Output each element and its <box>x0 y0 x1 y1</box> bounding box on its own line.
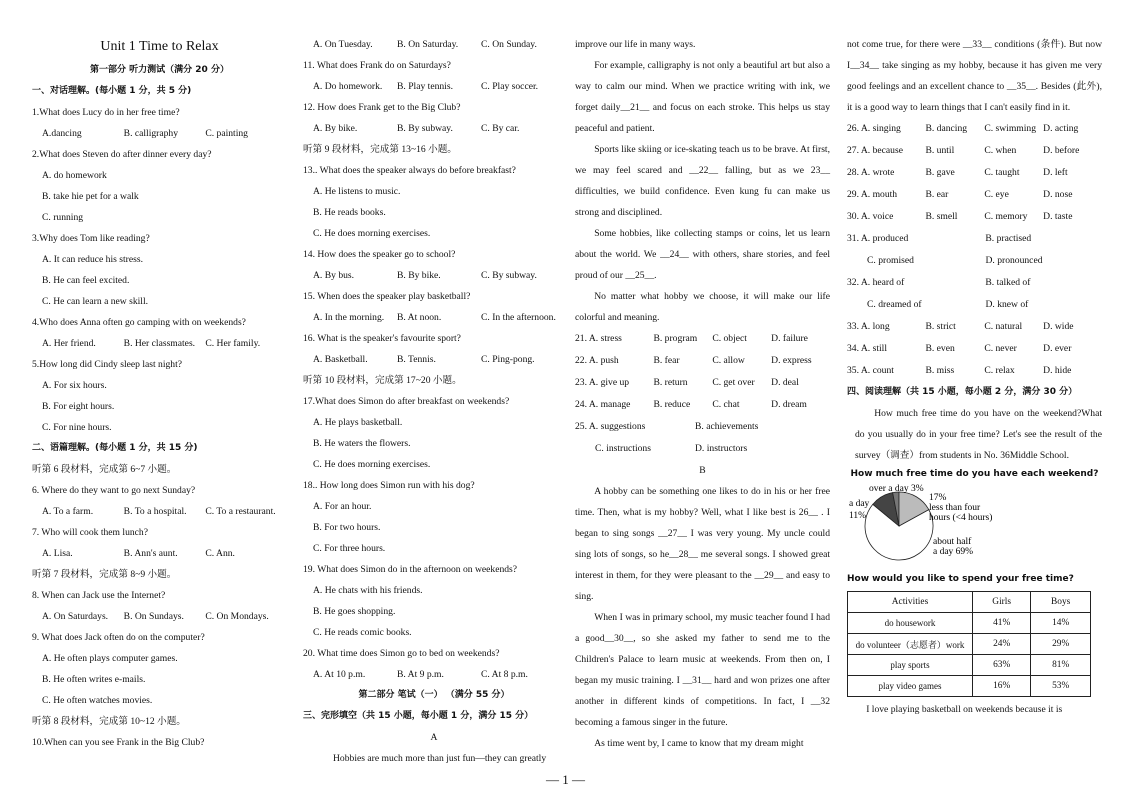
text-line: A. He often plays computer games. <box>42 653 178 664</box>
option: D. wide <box>1043 321 1074 332</box>
question-options <box>303 307 565 328</box>
option: C. At 8 p.m. <box>481 669 528 680</box>
text-line: C. He does morning exercises. <box>313 459 431 470</box>
text-line: 14. How does the speaker go to school? <box>303 249 456 260</box>
option: A. By bus. <box>313 270 355 281</box>
option: C. To a restaurant. <box>205 506 276 517</box>
option: B. Tennis. <box>397 354 436 365</box>
section-heading: 二、语篇理解。(每小题 1 分，共 15 分) <box>32 443 198 453</box>
question-options <box>575 372 830 394</box>
option: D. pronounced <box>985 255 1043 266</box>
pie-label: 11% <box>849 511 867 521</box>
paragraph: When I was in primary school, my music teacher found I had a good__30__, so she asked my father to send me to the Children's Palace to learn music at weekends. From then on, I began my music training. I __31__ hard and won prizes one after another in different kinds of competitions. In fact, I __32 becoming a famous singer in the future. <box>575 612 830 728</box>
option: 30. A. voice <box>847 211 894 222</box>
pie-label: a day 69% <box>933 547 974 557</box>
paragraph: improve our life in many ways. <box>575 39 696 50</box>
page-title: Unit 1 Time to Relax <box>100 39 219 54</box>
option: A. On Saturdays. <box>42 611 109 622</box>
option: D. dream <box>771 399 807 410</box>
option: 25. A. suggestions <box>575 421 646 432</box>
option: 24. A. manage <box>575 399 631 410</box>
paragraph: A hobby can be something one likes to do in his or her free time. Then, what is my hobby? Well, what I like best is 26__ . I began to sing songs __27__ I was very young. My uncle could sing lots of songs, so he__28__ me several songs. I showed great interest in them, for they were pleasant to the __29__ and easy to sing. <box>575 486 830 602</box>
option: C. Ping-pong. <box>481 354 535 365</box>
option: C. relax <box>984 365 1015 376</box>
text-line: 4.Who does Anna often go camping with on weekends? <box>32 317 246 328</box>
table-cell: 24% <box>973 634 1031 655</box>
text-line: 8. When can Jack use the Internet? <box>32 590 166 601</box>
text-line: C. He reads comic books. <box>313 627 412 638</box>
question-options <box>575 328 830 350</box>
paragraph: I love playing basketball on weekends because it is <box>866 704 1063 715</box>
text-line: 15. When does the speaker play basketball? <box>303 291 471 302</box>
text-line: C. He often watches movies. <box>42 695 153 706</box>
option: B. miss <box>925 365 955 376</box>
table-cell: play sports <box>848 655 973 676</box>
option: A. By bike. <box>313 123 358 134</box>
text-line: 18.. How long does Simon run with his dog? <box>303 480 475 491</box>
text-line: 10.When can you see Frank in the Big Club? <box>32 737 205 748</box>
text-line: A. He chats with his friends. <box>313 585 423 596</box>
question-options <box>847 228 1102 250</box>
text-line: 13.. What does the speaker always do before breakfast? <box>303 165 516 176</box>
table-cell: 14% <box>1031 613 1091 634</box>
option: A. Her friend. <box>42 338 96 349</box>
question-options <box>32 501 287 522</box>
question-options <box>847 140 1102 162</box>
option: D. instructors <box>695 443 748 454</box>
option: A. To a farm. <box>42 506 94 517</box>
table-header-row <box>848 592 1091 613</box>
option: A. Basketball. <box>313 354 368 365</box>
option: C. when <box>984 145 1017 156</box>
question-options <box>575 394 830 416</box>
option: C. allow <box>712 355 745 366</box>
option: A. At 10 p.m. <box>313 669 366 680</box>
table-cell: 53% <box>1031 676 1091 697</box>
text-line: C. He can learn a new skill. <box>42 296 149 307</box>
question-options <box>847 250 1102 272</box>
table-cell: play video games <box>848 676 973 697</box>
paragraph: Sports like skiing or ice-skating teach us to be brave. At first, we may feel scared and __22__ falling, but as we 23__ difficulties, we build confidence. Even kung fu can make us strong and disciplined. <box>575 144 830 218</box>
column-4 <box>847 34 1102 720</box>
option: C. eye <box>984 189 1009 200</box>
question-options <box>847 360 1102 382</box>
option: C. By subway. <box>481 270 537 281</box>
pie-label: over a day 3% <box>869 484 924 494</box>
text-line: 17.What does Simon do after breakfast on weekends? <box>303 396 510 407</box>
section-heading: 第二部分 笔试（一） （满分 55 分） <box>358 690 510 700</box>
question-options <box>847 162 1102 184</box>
survey-table <box>847 591 1091 697</box>
question-options <box>847 184 1102 206</box>
text-line: 1.What does Lucy do in her free time? <box>32 107 180 118</box>
option: D. nose <box>1043 189 1073 200</box>
text-line: A. He listens to music. <box>313 186 401 197</box>
question-options <box>847 294 1102 316</box>
text-line: 听第 10 段材料，完成第 17~20 小题。 <box>303 375 462 386</box>
option: C. object <box>712 333 747 344</box>
chart-title: How much free time do you have each weekend? <box>850 469 1099 479</box>
table-cell: 63% <box>973 655 1031 676</box>
text-line: 12. How does Frank get to the Big Club? <box>303 102 461 113</box>
question-options <box>303 349 565 370</box>
option: D. left <box>1043 167 1068 178</box>
question-options <box>303 118 565 139</box>
text-line: 听第 8 段材料，完成第 10~12 小题。 <box>32 716 186 727</box>
option: C. Ann. <box>205 548 235 559</box>
table-cell: 81% <box>1031 655 1091 676</box>
option: A. In the morning. <box>313 312 385 323</box>
table-title: How would you like to spend your free time? <box>847 574 1074 584</box>
table-header: Girls <box>973 592 1031 613</box>
option: C. On Sunday. <box>481 39 537 50</box>
text-line: C. For nine hours. <box>42 422 112 433</box>
option: C. promised <box>867 255 914 266</box>
option: C. instructions <box>595 443 651 454</box>
option: C. By car. <box>481 123 520 134</box>
option: D. acting <box>1043 123 1079 134</box>
question-options <box>303 664 565 685</box>
paragraph: For example, calligraphy is not only a beautiful art but also a way to calm our mind. When we practice writing with ink, we forget daily__21__ and focus on each stroke. This helps us stay peaceful and patient. <box>575 60 830 134</box>
pie-label: less than four <box>929 503 981 513</box>
option: B. achievements <box>695 421 759 432</box>
option: C. painting <box>205 128 248 139</box>
section-heading: 四、阅读理解（共 15 小题，每小题 2 分，满分 30 分） <box>847 387 1078 397</box>
text-line: 9. What does Jack often do on the computer? <box>32 632 205 643</box>
option: D. before <box>1043 145 1080 156</box>
text-line: 16. What is the speaker's favourite sport? <box>303 333 461 344</box>
text-line: A <box>430 732 438 743</box>
option: B. fear <box>653 355 680 366</box>
text-line: A. For six hours. <box>42 380 107 391</box>
option: B. On Saturday. <box>397 39 459 50</box>
question-options <box>32 123 287 144</box>
option: C. Play soccer. <box>481 81 539 92</box>
option: B. until <box>925 145 955 156</box>
text-line: A. He plays basketball. <box>313 417 403 428</box>
option: D. express <box>771 355 812 366</box>
question-options <box>847 272 1102 294</box>
text-line: B. He often writes e-mails. <box>42 674 146 685</box>
pie-label: about half <box>933 537 972 547</box>
text-line: 11. What does Frank do on Saturdays? <box>303 60 451 71</box>
paragraph: As time went by, I came to know that my dream might <box>594 738 804 749</box>
option: 33. A. long <box>847 321 890 332</box>
option: C. taught <box>984 167 1020 178</box>
question-options <box>575 350 830 372</box>
question-options <box>575 416 830 438</box>
text-line: B. He can feel excited. <box>42 275 130 286</box>
question-options <box>847 316 1102 338</box>
text-line: B. For eight hours. <box>42 401 115 412</box>
option: B. even <box>925 343 955 354</box>
pie-label: 17% <box>929 493 947 503</box>
table-row <box>848 655 1091 676</box>
option: D. ever <box>1043 343 1072 354</box>
table-cell: do volunteer（志愿者）work <box>848 634 973 655</box>
option: B. strict <box>925 321 956 332</box>
option: D. knew of <box>985 299 1029 310</box>
page-number: — 1 — <box>546 772 585 787</box>
pie-chart <box>847 482 1097 564</box>
option: B. Ann's aunt. <box>123 548 178 559</box>
paragraph: Some hobbies, like collecting stamps or coins, let us learn about the world. We __24__ with others, share stories, and feel proud of our __25__. <box>575 228 830 281</box>
table-cell: 41% <box>973 613 1031 634</box>
text-line: A. For an hour. <box>313 501 372 512</box>
text-line: 听第 6 段材料，完成第 6~7 小题。 <box>32 464 177 475</box>
text-line: B. For two hours. <box>313 522 381 533</box>
option: B. dancing <box>925 123 968 134</box>
option: 23. A. give up <box>575 377 630 388</box>
table-cell: 29% <box>1031 634 1091 655</box>
table-cell: 16% <box>973 676 1031 697</box>
text-line: C. He does morning exercises. <box>313 228 431 239</box>
question-options <box>847 338 1102 360</box>
option: C. never <box>984 343 1017 354</box>
text-line: B. He reads books. <box>313 207 386 218</box>
question-options <box>303 34 565 55</box>
option: A. Lisa. <box>42 548 73 559</box>
text-line: 6. Where do they want to go next Sunday? <box>32 485 196 496</box>
text-line: Hobbies are much more than just fun—they can greatly <box>333 753 547 764</box>
option: 32. A. heard of <box>847 277 905 288</box>
paragraph: not come true, for there were __33__ conditions (条件). But now I__34__ take singing as my hobby, because it has given me very good feelings and an excellent chance to __35__. Besides (此外), it is a good way to learn things that I can't easily find in it. <box>847 39 1102 113</box>
option: B. ear <box>925 189 949 200</box>
option: B. smell <box>925 211 958 222</box>
option: D. taste <box>1043 211 1073 222</box>
option: B. Her classmates. <box>123 338 196 349</box>
column-2 <box>303 34 565 769</box>
option: A. On Tuesday. <box>313 39 373 50</box>
option: C. On Mondays. <box>205 611 269 622</box>
option: B. reduce <box>653 399 691 410</box>
paragraph: No matter what hobby we choose, it will make our life colorful and meaning. <box>575 291 830 323</box>
option: 27. A. because <box>847 145 903 156</box>
table-row <box>848 676 1091 697</box>
option: 34. A. still <box>847 343 887 354</box>
text-line: 19. What does Simon do in the afternoon on weekends? <box>303 564 518 575</box>
passage-label: B <box>699 465 706 476</box>
option: B. By bike. <box>397 270 441 281</box>
text-line: A. It can reduce his stress. <box>42 254 143 265</box>
option: C. swimming <box>984 123 1037 134</box>
text-line: 2.What does Steven do after dinner every day? <box>32 149 212 160</box>
option: B. On Sundays. <box>123 611 184 622</box>
question-options <box>847 118 1102 140</box>
option: C. dreamed of <box>867 299 922 310</box>
text-line: 听第 7 段材料，完成第 8~9 小题。 <box>32 569 177 580</box>
question-options <box>575 438 830 460</box>
text-line: C. running <box>42 212 84 223</box>
table-header: Activities <box>848 592 973 613</box>
question-options <box>303 76 565 97</box>
text-line: B. He waters the flowers. <box>313 438 411 449</box>
column-1 <box>32 60 287 753</box>
option: B. gave <box>925 167 955 178</box>
text-line: A. do homework <box>42 170 107 181</box>
option: 29. A. mouth <box>847 189 898 200</box>
option: B. calligraphy <box>123 128 179 139</box>
table-header: Boys <box>1031 592 1091 613</box>
option: 28. A. wrote <box>847 167 895 178</box>
text-line: C. For three hours. <box>313 543 386 554</box>
text-line: 听第 9 段材料，完成第 13~16 小题。 <box>303 144 457 155</box>
option: A.dancing <box>42 128 82 139</box>
option: 35. A. count <box>847 365 894 376</box>
table-cell: do housework <box>848 613 973 634</box>
option: B. At 9 p.m. <box>397 669 444 680</box>
option: C. In the afternoon. <box>481 312 556 323</box>
option: B. talked of <box>985 277 1031 288</box>
section-heading: 三、完形填空（共 15 小题，每小题 1 分，满分 15 分） <box>303 711 534 721</box>
pie-label: a day <box>849 499 870 509</box>
option: B. Play tennis. <box>397 81 453 92</box>
text-line: 20. What time does Simon go to bed on weekends? <box>303 648 500 659</box>
option: D. deal <box>771 377 799 388</box>
option: C. get over <box>712 377 755 388</box>
paragraph: How much free time do you have on the weekend?What do you usually do in your free time? Let's see the result of the survey（调查）from students in No. 36Middle School. <box>855 408 1102 461</box>
option: C. Her family. <box>205 338 261 349</box>
question-options <box>32 543 287 564</box>
question-options <box>32 333 287 354</box>
option: C. natural <box>984 321 1023 332</box>
option: D. failure <box>771 333 808 344</box>
option: C. chat <box>712 399 740 410</box>
option: 31. A. produced <box>847 233 909 244</box>
option: D. hide <box>1043 365 1072 376</box>
option: C. memory <box>984 211 1028 222</box>
text-line: 5.How long did Cindy sleep last night? <box>32 359 183 370</box>
text-line: B. He goes shopping. <box>313 606 396 617</box>
question-options <box>847 206 1102 228</box>
option: 21. A. stress <box>575 333 622 344</box>
pie-label: hours (<4 hours) <box>929 513 993 523</box>
option: 26. A. singing <box>847 123 901 134</box>
table-row <box>848 613 1091 634</box>
section-heading: 第一部分 听力测试（满分 20 分） <box>90 65 229 75</box>
text-line: 7. Who will cook them lunch? <box>32 527 148 538</box>
option: 22. A. push <box>575 355 619 366</box>
option: A. Do homework. <box>313 81 383 92</box>
table-row <box>848 634 1091 655</box>
text-line: 3.Why does Tom like reading? <box>32 233 150 244</box>
text-line: B. take hie pet for a walk <box>42 191 139 202</box>
option: B. program <box>653 333 698 344</box>
option: B. By subway. <box>397 123 453 134</box>
option: B. return <box>653 377 688 388</box>
question-options <box>303 265 565 286</box>
column-3 <box>575 34 830 754</box>
question-options <box>32 606 287 627</box>
section-heading: 一、对话理解。(每小题 1 分，共 5 分) <box>32 86 192 96</box>
option: B. practised <box>985 233 1032 244</box>
option: B. At noon. <box>397 312 442 323</box>
option: B. To a hospital. <box>123 506 187 517</box>
